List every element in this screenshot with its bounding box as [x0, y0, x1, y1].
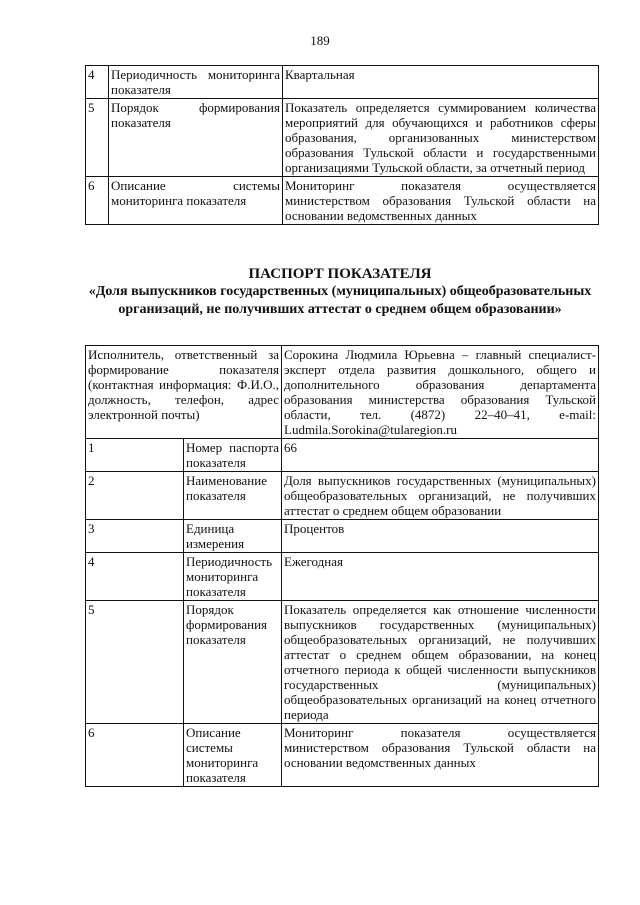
row-name: Номер паспорта показателя — [184, 439, 282, 472]
executor-value: Сорокина Людмила Юрьевна – главный специалист-эксперт отдела развития дошкольного, общего и дополнительного образования департамента образования министерства образования Тульской области, тел. (4872) 22–40–41, e-mail: Ludmila.Sorokina@tularegion.ru — [282, 346, 599, 439]
row-number: 4 — [86, 66, 109, 99]
row-name: Единица измерения — [184, 520, 282, 553]
row-number: 4 — [86, 553, 184, 601]
row-number: 5 — [86, 601, 184, 724]
row-name: Наименование показателя — [184, 472, 282, 520]
row-name: Описание системы мониторинга показателя — [109, 177, 283, 225]
table-row — [86, 439, 599, 472]
row-value: Ежегодная — [282, 553, 599, 601]
row-number: 3 — [86, 520, 184, 553]
table-row — [86, 724, 599, 787]
row-value: Квартальная — [283, 66, 599, 99]
row-number: 2 — [86, 472, 184, 520]
table-row — [86, 99, 599, 177]
table-row — [86, 553, 599, 601]
row-name: Порядок формирования показателя — [109, 99, 283, 177]
indicator-table-continued — [85, 65, 599, 225]
table-row — [86, 346, 599, 439]
row-value: Мониторинг показателя осуществляется министерством образования Тульской области на основании ведомственных данных — [282, 724, 599, 787]
passport-subtitle: «Доля выпускников государственных (муниципальных) общеобразовательных организаций, не получивших аттестат о среднем общем образовании» — [88, 284, 592, 317]
row-name: Периодичность мониторинга показателя — [109, 66, 283, 99]
indicator-passport-table — [85, 345, 599, 787]
page-number: 189 — [310, 33, 330, 48]
row-value: Мониторинг показателя осуществляется министерством образования Тульской области на основании ведомственных данных — [283, 177, 599, 225]
row-number: 5 — [86, 99, 109, 177]
row-number: 6 — [86, 177, 109, 225]
table-row — [86, 601, 599, 724]
row-value: 66 — [282, 439, 599, 472]
row-name: Описание системы мониторинга показателя — [184, 724, 282, 787]
row-number: 6 — [86, 724, 184, 787]
table-row — [86, 472, 599, 520]
row-value: Показатель определяется суммированием количества мероприятий для обучающихся и работников сферы образования, организованных министерством образования Тульской области и государственными организациями Тульской области, за отчетный период — [283, 99, 599, 177]
table-row — [86, 66, 599, 99]
row-number: 1 — [86, 439, 184, 472]
row-value: Доля выпускников государственных (муниципальных) общеобразовательных организаций, не получивших аттестат о среднем общем образовании — [282, 472, 599, 520]
passport-title: ПАСПОРТ ПОКАЗАТЕЛЯ — [248, 266, 432, 282]
passport-heading — [80, 265, 600, 319]
row-value: Показатель определяется как отношение численности выпускников государственных (муниципальных) общеобразовательных организаций, не получивших аттестат о среднем общем образовании, на конец отчетного периода к общей численности выпускников государственных (муниципальных) общеобразовательных организаций на конец отчетного периода — [282, 601, 599, 724]
executor-label: Исполнитель, ответственный за формирование показателя (контактная информация: Ф.И.О., должность, телефон, адрес электронной почты) — [86, 346, 282, 439]
row-name: Периодичность мониторинга показателя — [184, 553, 282, 601]
row-name: Порядок формирования показателя — [184, 601, 282, 724]
table-row — [86, 520, 599, 553]
table-row — [86, 177, 599, 225]
row-value: Процентов — [282, 520, 599, 553]
